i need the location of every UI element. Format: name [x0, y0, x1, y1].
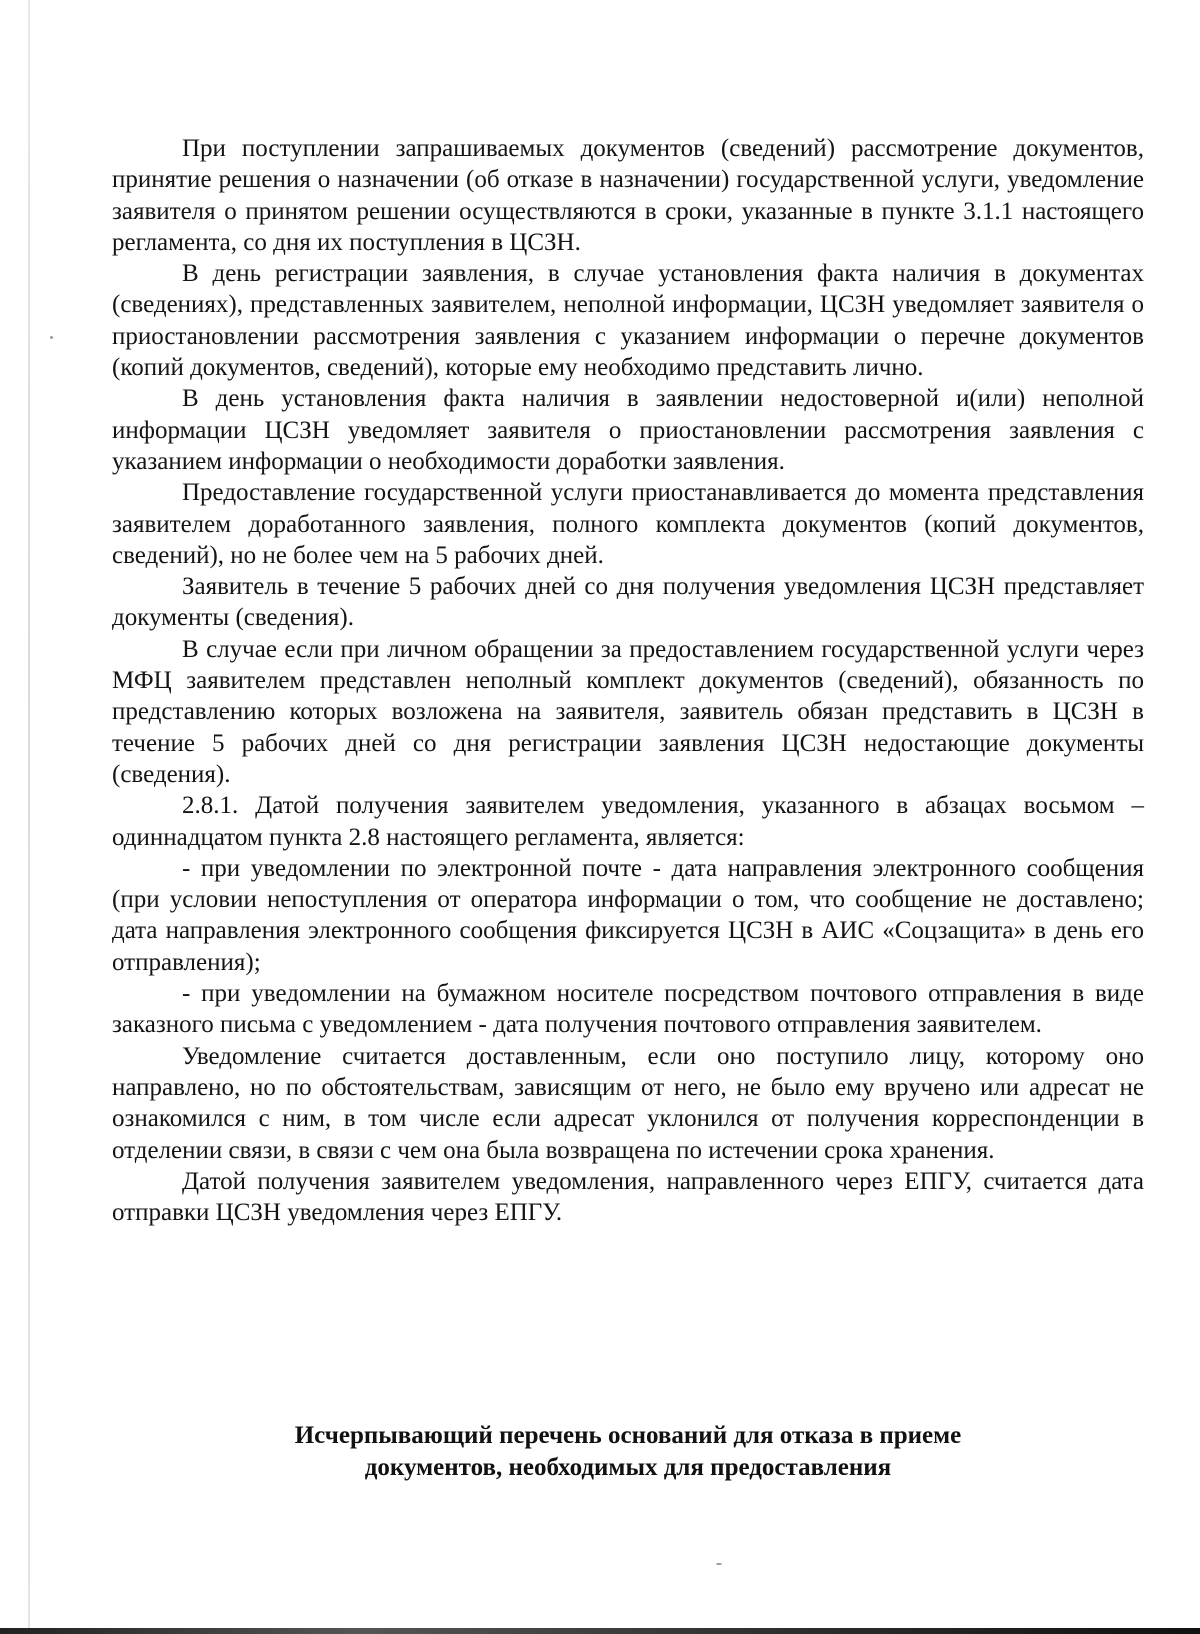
scan-speck	[716, 1563, 722, 1565]
paragraph-registration-day: В день регистрации заявления, в случае установления факта наличия в документах (сведениях), представленных заявителем, неполной информации, ЦСЗН уведомляет заявителя о приостановлении рассмотрения заявления с указанием информации о перечне документов (копий документов, сведений), которые ему необходимо представить лично.	[112, 260, 1144, 382]
paragraph-applicant-deadline: Заявитель в течение 5 рабочих дней со дня получения уведомления ЦСЗН представляет документы (сведения).	[112, 573, 1144, 632]
section-heading-line-2: документов, необходимых для предоставления	[364, 1454, 892, 1481]
body-text	[112, 133, 1144, 1228]
section-heading-line-1: Исчерпывающий перечень оснований для отказа в приеме	[294, 1422, 962, 1449]
paragraph-delivered-notice: Уведомление считается доставленным, если оно поступило лицу, которому оно направлено, но по обстоятельствам, зависящим от него, не было ему вручено или адресат не ознакомился с ним, в том числе если адресат уклонился от получения корреспонденции в отделении связи, в связи с чем она была возвращена по истечении срока хранения.	[112, 1042, 1144, 1164]
paragraph-paper-notification: - при уведомлении на бумажном носителе посредством почтового отправления в виде заказного письма с уведомлением - дата получения почтового отправления заявителем.	[112, 980, 1144, 1039]
paragraph-epgu-notification: Датой получения заявителем уведомления, направленного через ЕПГУ, считается дата отправки ЦСЗН уведомления через ЕПГУ.	[112, 1167, 1144, 1227]
paragraph-documents-receipt: При поступлении запрашиваемых документов (сведений) рассмотрение документов, принятие решения о назначении (об отказе в назначении) государственной услуги, уведомление заявителя о принятом решении осуществляются в сроки, указанные в пункте 3.1.1 настоящего регламента, со дня их поступления в ЦСЗН.	[112, 135, 1144, 256]
scan-shadow-bottom-edge	[0, 1628, 1200, 1634]
scan-speck	[50, 336, 53, 339]
paragraph-2-8-1: 2.8.1. Датой получения заявителем уведомления, указанного в абзацах восьмом – одиннадцатом пункта 2.8 настоящего регламента, является:	[112, 792, 1144, 851]
paragraph-email-notification: - при уведомлении по электронной почте - дата направления электронного сообщения (при условии непоступления от оператора информации о том, что сообщение не доставлено; дата направления электронного сообщения фиксируется ЦСЗН в АИС «Соцзащита» в день его отправления);	[112, 854, 1144, 976]
section-heading	[112, 1420, 1144, 1484]
scan-shadow-left-edge	[28, 0, 30, 1634]
paragraph-unreliable-info: В день установления факта наличия в заявлении недостоверной и(или) неполной информации ЦСЗН уведомляет заявителя о приостановлении рассмотрения заявления с указанием информации о необходимости доработки заявления.	[112, 385, 1144, 475]
paragraph-mfc-incomplete-set: В случае если при личном обращении за предоставлением государственной услуги через МФЦ заявителем представлен неполный комплект документов (сведений), обязанность по представлению которых возложена на заявителя, заявитель обязан представить в ЦСЗН в течение 5 рабочих дней со дня регистрации заявления ЦСЗН недостающие документы (сведения).	[112, 635, 1144, 788]
paragraph-service-suspension: Предоставление государственной услуги приостанавливается до момента представления заявителем доработанного заявления, полного комплекта документов (копий документов, сведений), но не более чем на 5 рабочих дней.	[112, 479, 1144, 569]
